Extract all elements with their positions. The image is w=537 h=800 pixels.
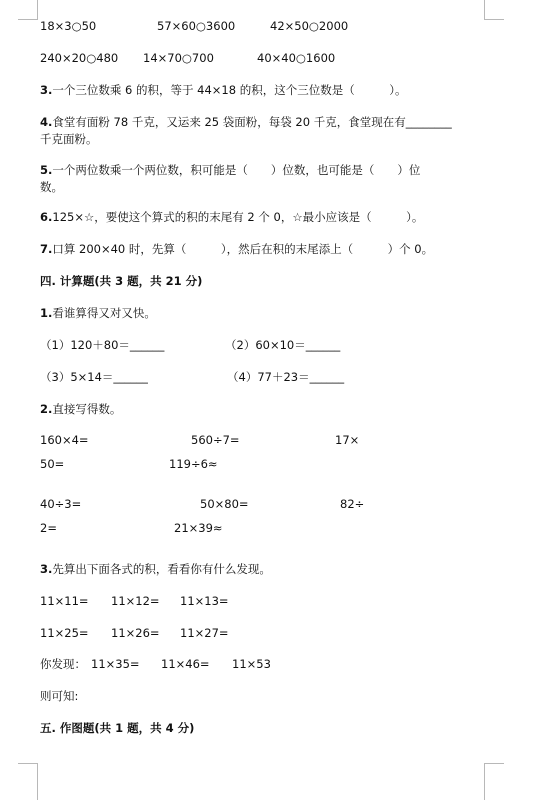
calc-item: （4）77＋23＝______ <box>227 370 345 384</box>
calc-item: 50×80= <box>200 497 249 511</box>
calc-item: 11×26= <box>111 626 160 640</box>
question-6 <box>40 209 423 225</box>
crop-mark-bottom-left-h <box>18 763 38 764</box>
calc-item: 21×39≈ <box>174 521 223 535</box>
calc-item: 50= <box>40 457 65 471</box>
calc-item: 11×12= <box>111 594 160 608</box>
section-5-title: 五. 作图题(共 1 题，共 4 分) <box>40 721 195 735</box>
discovery-label: 你发现： <box>40 657 86 671</box>
question-text: 看谁算得又对又快。 <box>52 306 156 320</box>
crop-mark-bottom-right-v <box>484 763 485 800</box>
crop-mark-bottom-right-h <box>484 763 504 764</box>
question-4-line2: 千克面粉。 <box>40 132 98 146</box>
question-number: 3. <box>40 83 53 97</box>
calc-item: 2= <box>40 521 57 535</box>
calc-item: 160×4= <box>40 433 89 447</box>
question-text: 口算 200×40 时，先算（ ），然后在积的末尾添上（ ）个 0。 <box>52 242 434 256</box>
question-5-line1 <box>40 162 420 178</box>
question-text: 一个三位数乘 6 的积，等于 44×18 的积，这个三位数是（ ）。 <box>52 83 407 97</box>
compare-item: 57×60○3600 <box>157 19 236 33</box>
question-5-line2: 数。 <box>40 180 63 194</box>
crop-mark-top-right-h <box>484 19 504 20</box>
calc-2-title <box>40 401 121 417</box>
compare-item: 240×20○480 <box>40 51 119 65</box>
compare-item: 14×70○700 <box>143 51 214 65</box>
question-number: 6. <box>40 210 53 224</box>
question-number: 3. <box>40 562 53 576</box>
section-4-title: 四. 计算题(共 3 题，共 21 分) <box>40 274 203 288</box>
calc-item: （3）5×14＝______ <box>40 370 148 384</box>
calc-item: 560÷7= <box>191 433 240 447</box>
calc-item: 11×25= <box>40 626 89 640</box>
question-number: 5. <box>40 163 53 177</box>
question-text: 直接写得数。 <box>52 402 122 416</box>
calc-item: 17× <box>335 433 360 447</box>
question-number: 4. <box>40 115 53 129</box>
calc-item: 11×13= <box>180 594 229 608</box>
question-text: 125×☆，要使这个算式的积的末尾有 2 个 0，☆最小应该是（ ）。 <box>52 210 424 224</box>
question-number: 2. <box>40 402 53 416</box>
calc-item: 11×27= <box>180 626 229 640</box>
question-7 <box>40 241 433 257</box>
compare-item: 40×40○1600 <box>257 51 336 65</box>
calc-item: 11×46= <box>161 657 210 671</box>
calc-item: 82÷ <box>340 497 365 511</box>
calc-3-title <box>40 561 271 577</box>
conclusion-label: 则可知: <box>40 689 79 703</box>
calc-item: （2）60×10＝______ <box>225 338 341 352</box>
question-number: 1. <box>40 306 53 320</box>
crop-mark-bottom-left-v <box>37 763 38 800</box>
question-text: 一个两位数乘一个两位数，积可能是（ ）位数，也可能是（ ）位 <box>52 163 421 177</box>
crop-mark-top-left-v <box>37 0 38 19</box>
question-3 <box>40 82 406 98</box>
calc-item: 119÷6≈ <box>169 457 218 471</box>
question-4-line1 <box>40 114 452 130</box>
question-text: 食堂有面粉 78 千克，又运来 25 袋面粉，每袋 20 千克，食堂现在有________ <box>52 115 452 129</box>
calc-item: （1）120＋80＝______ <box>40 338 165 352</box>
compare-item: 42×50○2000 <box>270 19 349 33</box>
crop-mark-top-left-h <box>18 19 38 20</box>
calc-item: 11×11= <box>40 594 89 608</box>
crop-mark-top-right-v <box>484 0 485 19</box>
calc-item: 40÷3= <box>40 497 82 511</box>
calc-item: 11×35= <box>91 657 140 671</box>
question-number: 7. <box>40 242 53 256</box>
calc-item: 11×53 <box>232 657 271 671</box>
question-text: 先算出下面各式的积，看看你有什么发现。 <box>52 562 271 576</box>
calc-1-title <box>40 305 156 321</box>
compare-item: 18×3○50 <box>40 19 97 33</box>
